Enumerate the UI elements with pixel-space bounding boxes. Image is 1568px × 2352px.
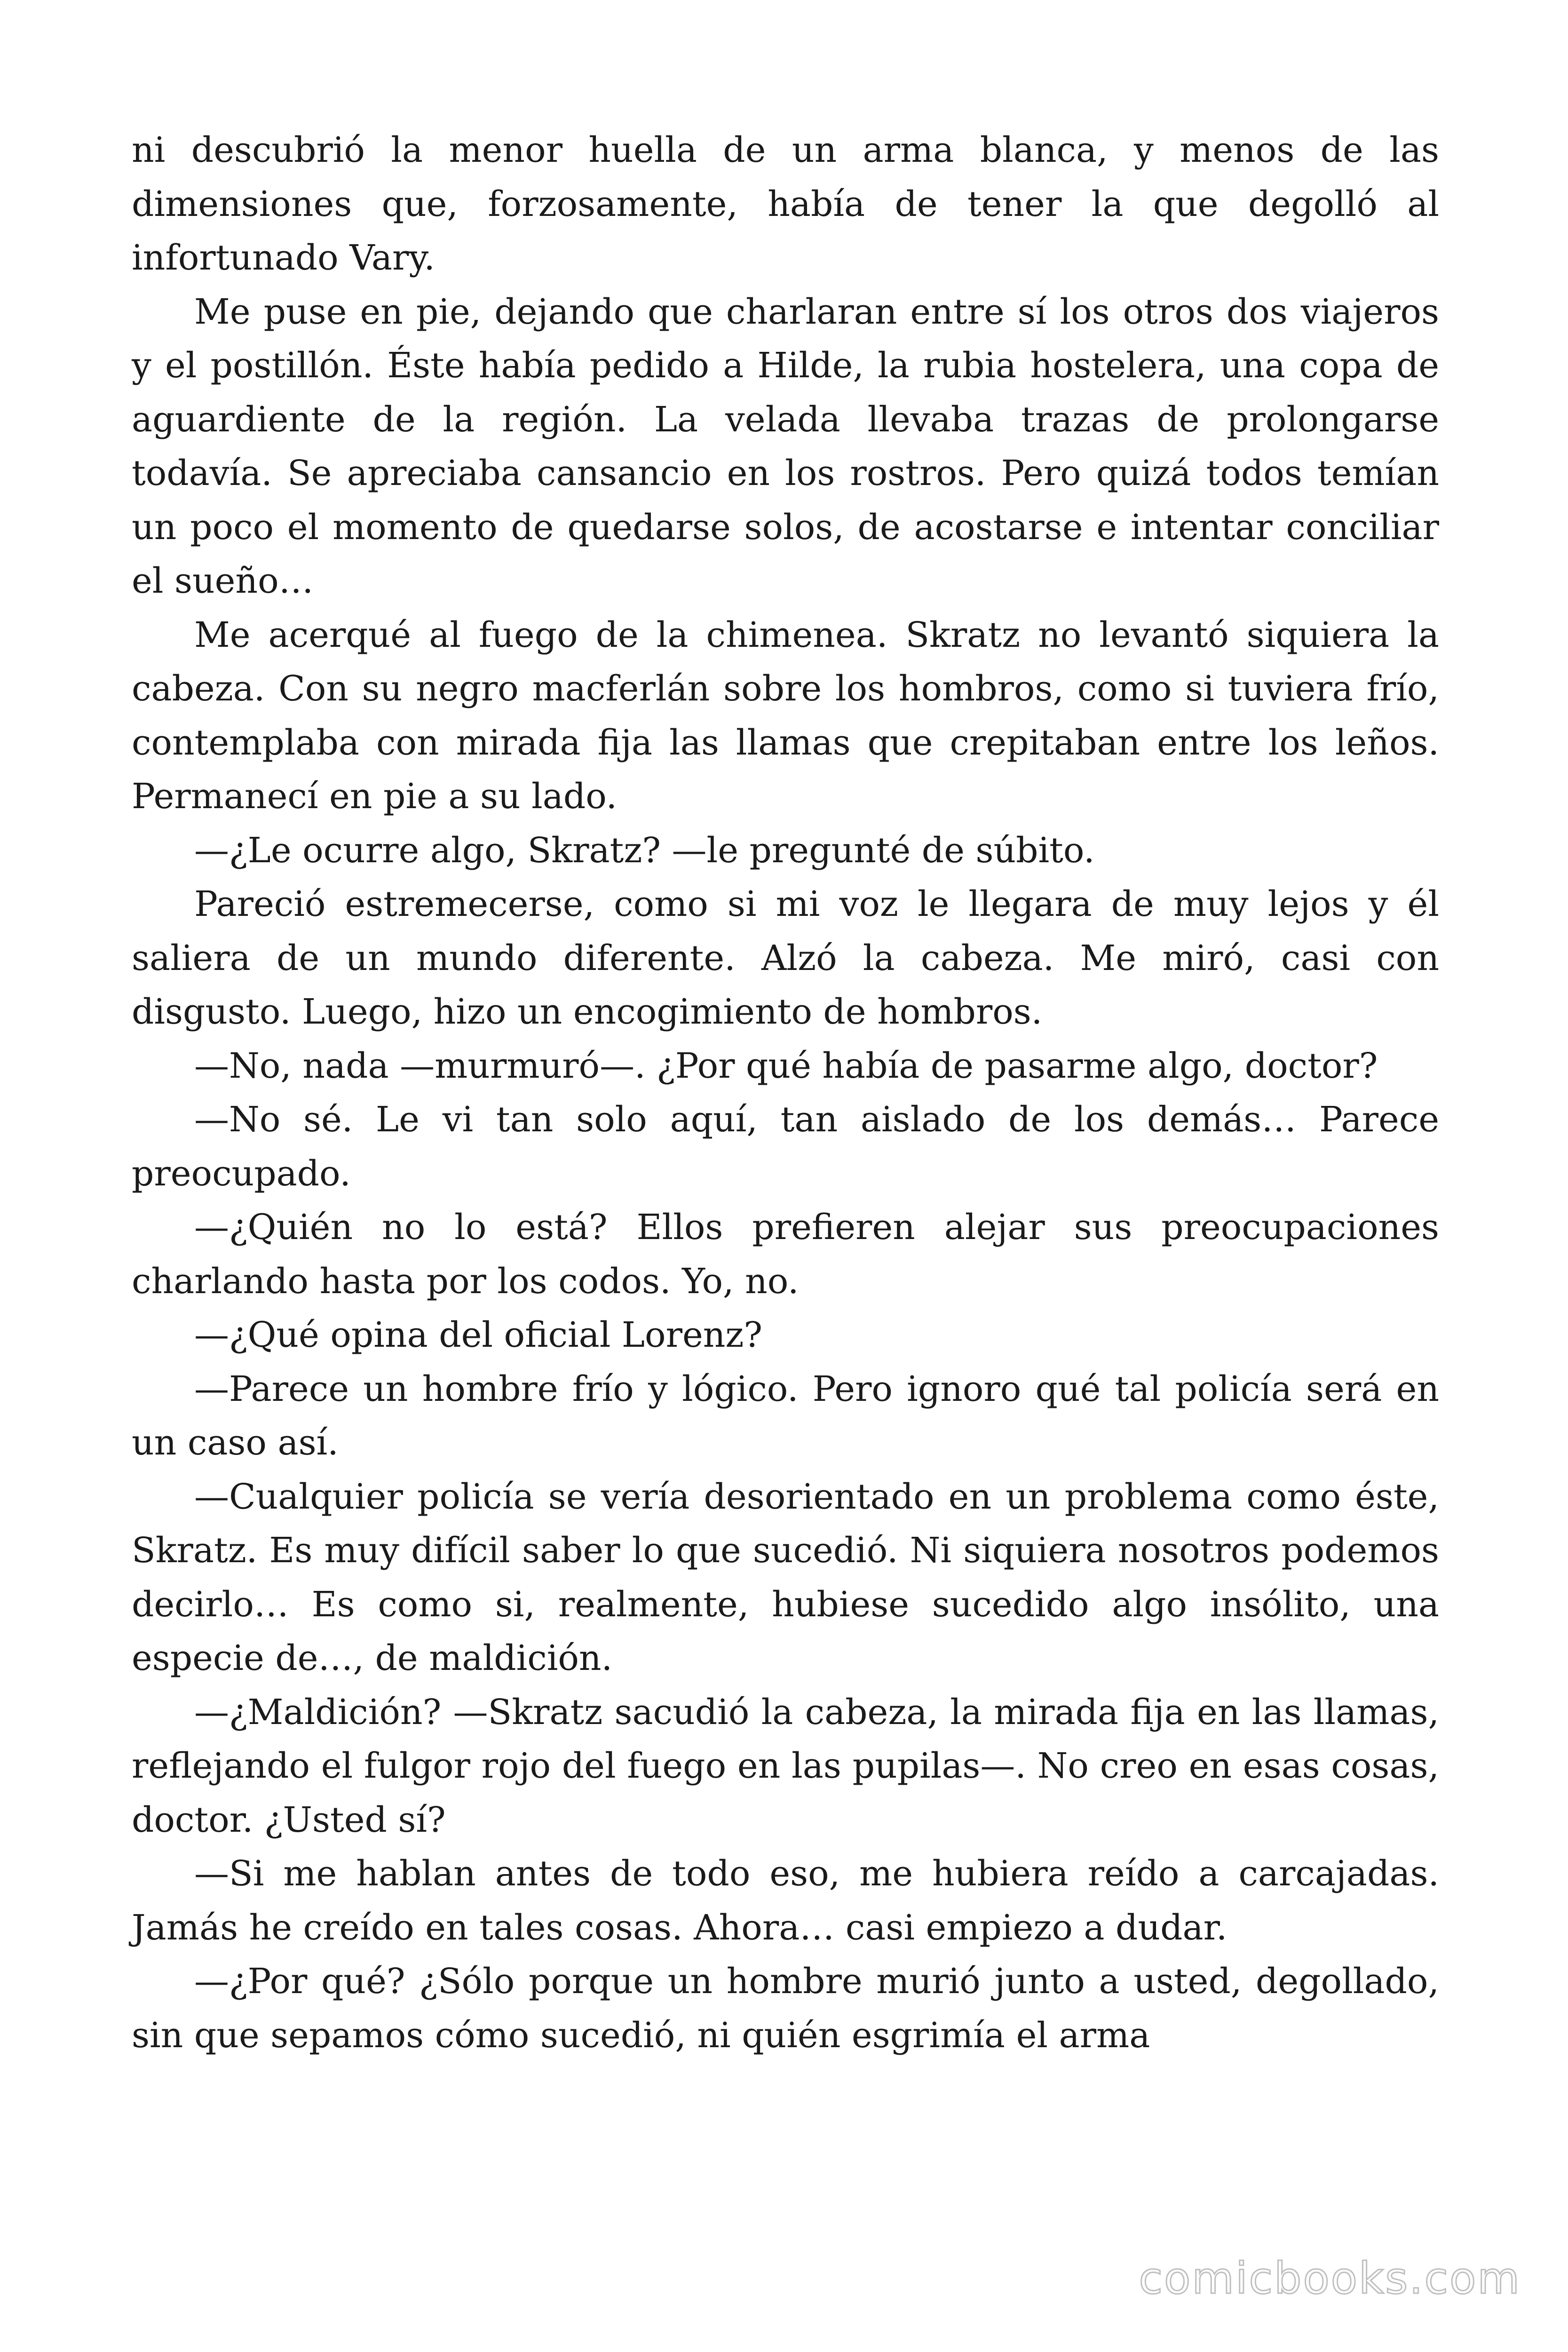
- paragraph-10: —Parece un hombre frío y lógico. Pero ignoro qué tal policía será en un caso así.: [132, 1368, 1439, 1463]
- watermark: comicbooks.com: [1139, 2253, 1521, 2304]
- paragraph-5: Pareció estremecerse, como si mi voz le llegara de muy lejos y él saliera de un mundo diferente. Alzó la cabeza. Me miró, casi con disgusto. Luego, hizo un encogimiento de hombros.: [132, 884, 1439, 1032]
- paragraph-9: —¿Qué opina del oficial Lorenz?: [194, 1315, 763, 1355]
- paragraph-1: ni descubrió la menor huella de un arma blanca, y menos de las dimensiones que, forzosamente, había de tener la que degolló al infortunado Vary.: [132, 130, 1439, 278]
- paragraph-2: Me puse en pie, dejando que charlaran entre sí los otros dos viajeros y el postillón. Éste había pedido a Hilde, la rubia hostelera, una copa de aguardiente de la región. La velada llevaba trazas de prolongarse todavía. Se apreciaba cansancio en los rostros. Pero quizá todos temían un poco el momento de quedarse solos, de acostarse e intentar conciliar el sueño…: [132, 291, 1439, 601]
- paragraph-14: —¿Por qué? ¿Sólo porque un hombre murió junto a usted, degollado, sin que sepamos cómo sucedió, ni quién esgrimía el arma: [132, 1961, 1439, 2056]
- paragraph-13: —Si me hablan antes de todo eso, me hubiera reído a carcajadas. Jamás he creído en tales cosas. Ahora… casi empiezo a dudar.: [132, 1853, 1439, 1948]
- paragraph-6: —No, nada —murmuró—. ¿Por qué había de pasarme algo, doctor?: [194, 1045, 1378, 1086]
- paragraph-4: —¿Le ocurre algo, Skratz? —le pregunté de súbito.: [194, 830, 1095, 871]
- paragraph-12: —¿Maldición? —Skratz sacudió la cabeza, la mirada fija en las llamas, reflejando el fulgor rojo del fuego en las pupilas—. No creo en esas cosas, doctor. ¿Usted sí?: [132, 1692, 1439, 1840]
- paragraph-3: Me acerqué al fuego de la chimenea. Skratz no levantó siquiera la cabeza. Con su negro macferlán sobre los hombros, como si tuviera frío, contemplaba con mirada fija las llamas que crepitaban entre los leños. Permanecí en pie a su lado.: [132, 614, 1439, 817]
- page-body: [132, 123, 1439, 2062]
- paragraph-11: —Cualquier policía se vería desorientado en un problema como éste, Skratz. Es muy difícil saber lo que sucedió. Ni siquiera nosotros podemos decirlo… Es como si, realmente, hubiese sucedido algo insólito, una especie de…, de maldición.: [132, 1476, 1439, 1678]
- paragraph-7: —No sé. Le vi tan solo aquí, tan aislado de los demás… Parece preocupado.: [132, 1099, 1439, 1194]
- paragraph-8: —¿Quién no lo está? Ellos prefieren alejar sus preocupaciones charlando hasta por los codos. Yo, no.: [132, 1207, 1439, 1302]
